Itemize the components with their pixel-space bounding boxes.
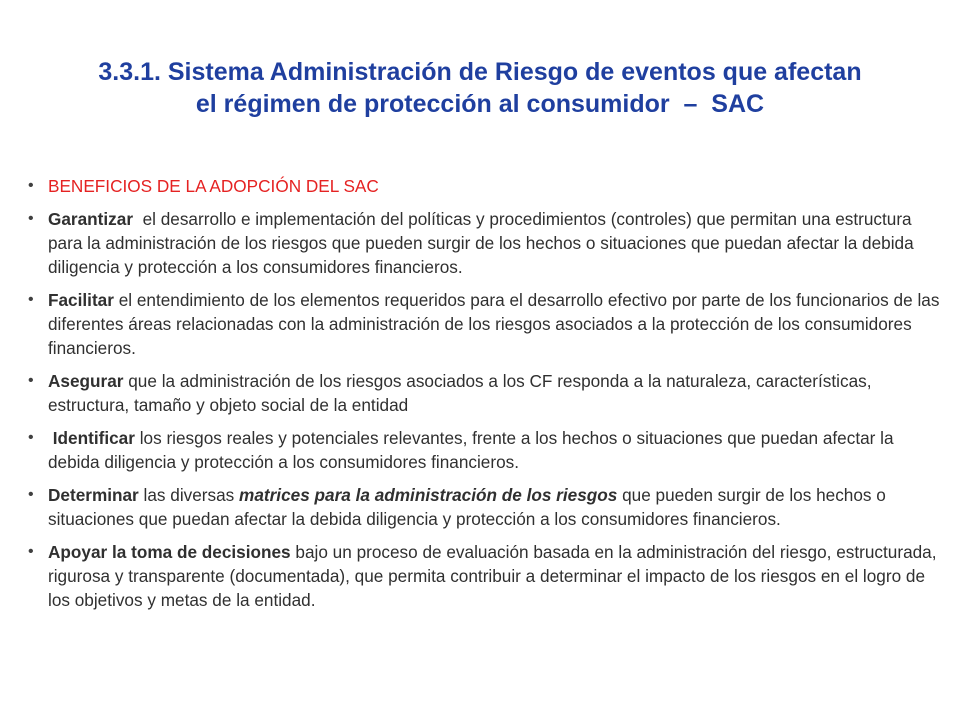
bullet-lead-facilitar: Facilitar: [48, 290, 114, 310]
bullet-text-asegurar: [48, 369, 944, 417]
slide-title: [40, 56, 920, 120]
bullet-dot-icon: •: [28, 429, 34, 446]
bullet-lead-determinar: Determinar: [48, 485, 139, 505]
bullet-item-garantizar: [24, 207, 944, 279]
bullet-body-asegurar: que la administración de los riesgos asociados a los CF responda a la naturaleza, características, estructura, tamaño y objeto social de la entidad: [48, 371, 872, 415]
title-line-1: 3.3.1. Sistema Administración de Riesgo de eventos que afectan: [98, 58, 862, 86]
bullet-lead-identificar: Identificar: [52, 428, 135, 448]
bullet-body-after-emphasis: que pueden surgir de los hechos o situaciones que puedan afectar la debida diligencia y protección a los consumidores financieros.: [48, 485, 886, 529]
bullet-lead-asegurar: Asegurar: [48, 371, 124, 391]
bullet-body-facilitar: el entendimiento de los elementos requeridos para el desarrollo efectivo por parte de los funcionarios de las diferentes áreas relacionadas con la administración de los riesgos asociados a la protección de los consumidores financieros.: [48, 290, 940, 358]
bullet-item-identificar: [24, 426, 944, 474]
bullet-body-garantizar: el desarrollo e implementación del políticas y procedimientos (controles) que permitan una estructura para la administración de los riesgos que pueden surgir de los hechos o situaciones que puedan afectar la debida diligencia y protección a los consumidores financieros.: [48, 209, 914, 277]
beneficios-heading: BENEFICIOS DE LA ADOPCIÓN DEL SAC: [48, 176, 379, 196]
bullet-body-apoyar: bajo un proceso de evaluación basada en la administración del riesgo, estructurada, rigurosa y transparente (documentada), que permita contribuir a determinar el impacto de los riesgos en el logro de los objetivos y metas de la entidad.: [48, 542, 937, 610]
bullet-text-facilitar: [48, 288, 944, 360]
bullet-lead-apoyar: Apoyar la toma de decisiones: [48, 542, 291, 562]
bullet-item-apoyar: [24, 540, 944, 612]
bullet-text-garantizar: [48, 207, 944, 279]
bullet-list: [24, 174, 944, 621]
bullet-dot-icon: •: [28, 486, 34, 503]
bullet-dot-icon: •: [28, 543, 34, 560]
bullet-emphasis-matrices: matrices para la administración de los riesgos: [239, 485, 618, 505]
bullet-dot-icon: •: [28, 210, 34, 227]
title-line-2: el régimen de protección al consumidor – SAC: [195, 90, 765, 118]
bullet-dot-icon: •: [28, 177, 34, 194]
bullet-dot-icon: •: [28, 372, 34, 389]
bullet-item-beneficios: [24, 174, 944, 198]
bullet-text-identificar: [48, 426, 944, 474]
bullet-item-determinar: [24, 483, 944, 531]
bullet-lead-garantizar: Garantizar: [48, 209, 138, 229]
bullet-item-facilitar: [24, 288, 944, 360]
bullet-text-determinar: [48, 483, 944, 531]
bullet-body-before-emphasis: las diversas: [138, 485, 240, 505]
bullet-text-apoyar: [48, 540, 944, 612]
bullet-item-asegurar: [24, 369, 944, 417]
bullet-dot-icon: •: [28, 291, 34, 308]
bullet-body-identificar: los riesgos reales y potenciales relevantes, frente a los hechos o situaciones que puedan afectar la debida diligencia y protección a los consumidores financieros.: [48, 428, 894, 472]
